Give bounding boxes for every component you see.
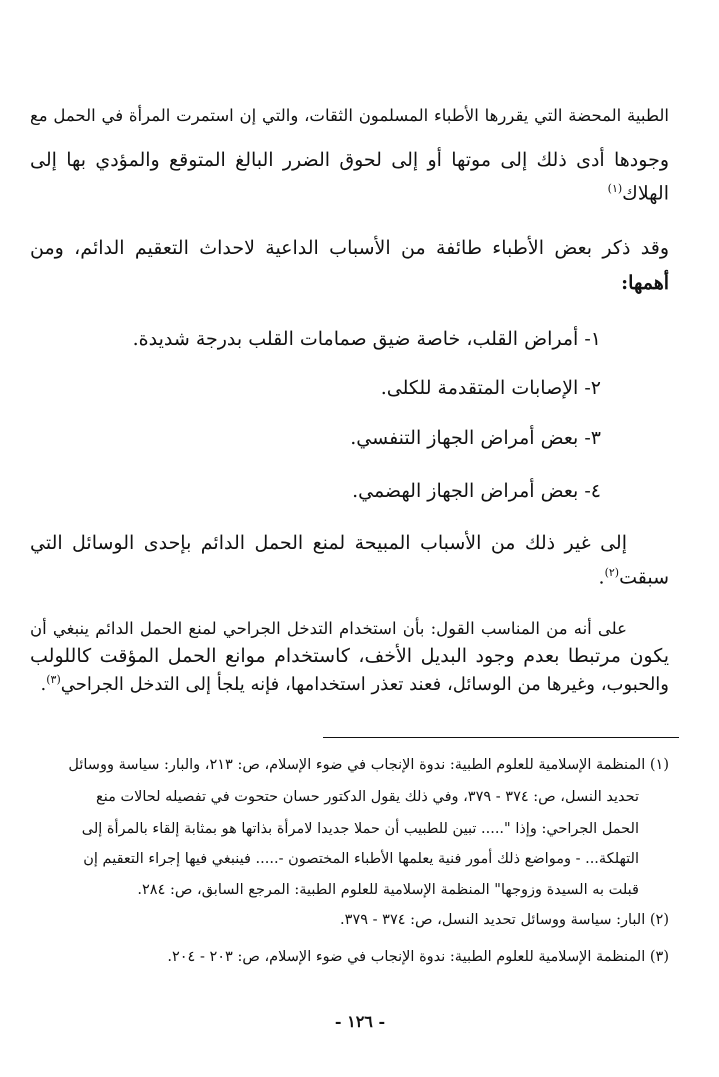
paragraph-2-line-1: وقد ذكر بعض الأطباء طائفة من الأسباب الداعية لاحداث التعقيم الدائم، ومن bbox=[30, 237, 669, 259]
paragraph-4-line-1: على أنه من المناسب القول: بأن استخدام التدخل الجراحي لمنع الحمل الدائم ينبغي أن bbox=[30, 619, 627, 638]
paragraph-2-line-2: أهمها: bbox=[621, 272, 669, 294]
list-item-1: ١- أمراض القلب، خاصة ضيق صمامات القلب بدرجة شديدة. bbox=[132, 328, 601, 350]
footnote-1-line-5: قبلت به السيدة وزوجها" المنظمة الإسلامية للعلوم الطبية: المرجع السابق، ص: ٢٨٤. bbox=[137, 882, 639, 898]
page-number: - ١٢٦ - bbox=[334, 1012, 386, 1031]
list-item-4: ٤- بعض أمراض الجهاز الهضمي. bbox=[352, 480, 601, 502]
footnote-3: (٣) المنظمة الإسلامية للعلوم الطبية: ندوة الإنجاب في ضوء الإسلام، ص: ٢٠٣ - ٢٠٤. bbox=[167, 949, 669, 965]
footnote-2: (٢) البار: سياسة ووسائل تحديد النسل، ص: ٣٧٤ - ٣٧٩. bbox=[340, 912, 669, 928]
list-item-2: ٢- الإصابات المتقدمة للكلى. bbox=[380, 377, 601, 399]
paragraph-1-last-word: الهلاك bbox=[622, 182, 669, 205]
paragraph-3-line-1: إلى غير ذلك من الأسباب المبيحة لمنع الحمل الدائم بإحدى الوسائل التي bbox=[30, 532, 627, 554]
footnote-ref-1: (١) bbox=[607, 182, 623, 195]
footnote-1-line-4: التهلكة... - ومواضع ذلك أمور فنية يعلمها الأطباء المختصون -..... فينبغي فيها إجراء التعقيم إن bbox=[83, 851, 639, 867]
paragraph-1-line-1: الطبية المحضة التي يقررها الأطباء المسلمون الثقات، والتي إن استمرت المرأة في الحمل مع bbox=[30, 106, 669, 125]
footnote-ref-2: (٢) bbox=[604, 566, 620, 579]
footnote-1-line-2: تحديد النسل، ص: ٣٧٤ - ٣٧٩، وفي ذلك يقول الدكتور حسان حتحوت في تفصيله لحالات منع bbox=[95, 789, 639, 805]
paragraph-4-line-2: يكون مرتبطا بعدم وجود البديل الأخف، كاستخدام موانع الحمل المؤقت كاللولب bbox=[30, 645, 669, 667]
paragraph-4-line-3: والحبوب، وغيرها من الوسائل، فعند تعذر استخدامها، فإنه يلجأ إلى التدخل الجراحي$^{(٣)}$. bbox=[40, 673, 669, 695]
footnote-1-line-1: (١) المنظمة الإسلامية للعلوم الطبية: ندوة الإنجاب في ضوء الإسلام، ص: ٢١٣، والبار: سياسة ووسائل bbox=[68, 757, 669, 773]
footnote-1-line-3: الحمل الجراحي: وإذا "..... تبين للطبيب أن حملا جديدا لامرأة بذاتها هو بمثابة إلقاء بالمرأة إلى bbox=[81, 821, 639, 837]
footnote-separator bbox=[323, 737, 679, 738]
paragraph-3-line-2: سبقت$^{(٢)}$. bbox=[598, 566, 669, 589]
paragraph-1-line-3 bbox=[30, 182, 669, 204]
paragraph-1-line-2: وجودها أدى ذلك إلى موتها أو إلى لحوق الضرر البالغ المتوقع والمؤدي بها إلى bbox=[30, 149, 669, 171]
footnote-ref-3: (٣) bbox=[46, 673, 61, 686]
list-item-3: ٣- بعض أمراض الجهاز التنفسي. bbox=[350, 427, 601, 449]
